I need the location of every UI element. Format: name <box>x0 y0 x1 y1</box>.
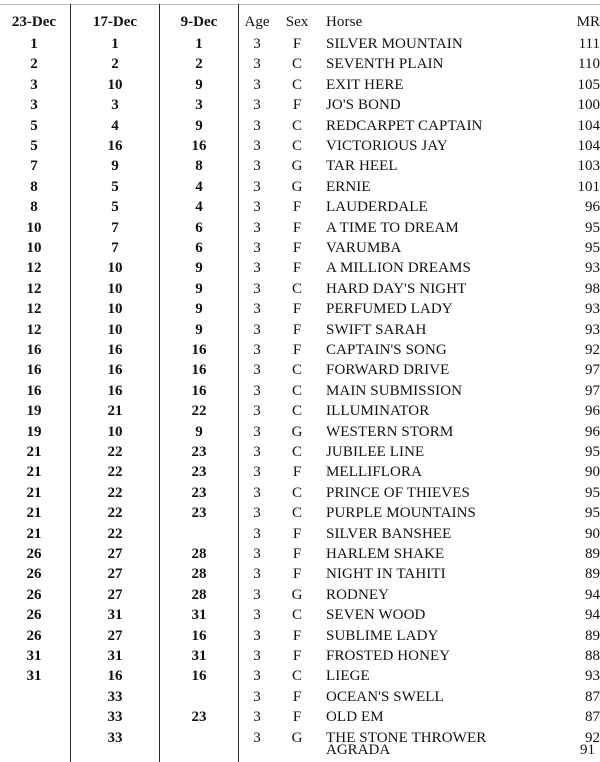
sex-cell: C <box>291 382 302 399</box>
rank-23-dec: 12 <box>26 301 42 318</box>
horse-name: PURPLE MOUNTAINS <box>326 505 476 522</box>
age-cell: 3 <box>253 240 261 256</box>
rank-23-dec: 5 <box>30 138 38 154</box>
age-cell: 3 <box>253 586 261 603</box>
rank-23-dec <box>0 687 68 707</box>
rank-23-dec: 2 <box>30 56 38 73</box>
rank-17-dec: 22 <box>107 505 123 522</box>
rank-23-dec: 10 <box>26 240 42 256</box>
table-row <box>0 258 600 278</box>
mr-cell: 89 <box>585 627 600 644</box>
rank-23-dec: 26 <box>26 546 42 562</box>
rank-9-dec: 16 <box>191 668 207 685</box>
age-cell: 3 <box>253 342 261 358</box>
rank-23-dec: 26 <box>26 627 42 644</box>
age-cell: 3 <box>253 464 261 481</box>
mr-cell: 87 <box>585 709 600 726</box>
mr-cell: 96 <box>585 423 600 440</box>
sex-cell: F <box>292 342 302 358</box>
mr-cell: 95 <box>585 219 600 236</box>
table-row <box>0 320 600 340</box>
rank-17-dec: 16 <box>107 362 123 379</box>
mr-cell: 93 <box>585 668 600 685</box>
table-row <box>0 564 600 584</box>
rank-17-dec: 10 <box>107 76 123 93</box>
rank-9-dec: 9 <box>195 117 203 134</box>
rank-9-dec: 23 <box>191 444 207 460</box>
horse-name: ERNIE <box>326 178 371 195</box>
age-cell: 3 <box>253 546 261 562</box>
age-cell: 3 <box>253 505 261 522</box>
rank-9-dec: 4 <box>195 178 203 195</box>
table-row <box>0 605 600 625</box>
sex-cell: G <box>291 158 303 175</box>
age-cell: 3 <box>253 219 261 236</box>
mr-cell: 93 <box>585 321 600 338</box>
age-cell: 3 <box>253 199 261 216</box>
age-cell: 3 <box>253 444 261 460</box>
rank-23-dec: 19 <box>26 423 42 440</box>
sex-cell: F <box>292 627 302 644</box>
sex-cell: F <box>292 709 302 726</box>
rank-23-dec: 26 <box>26 607 42 624</box>
mr-cell: 96 <box>585 199 600 216</box>
mr-cell: 93 <box>585 301 600 318</box>
table-row <box>0 238 600 258</box>
horse-name: SILVER MOUNTAIN <box>326 36 463 52</box>
horse-name: EXIT HERE <box>326 76 404 93</box>
mr-cell: 92 <box>585 729 600 746</box>
age-cell: 3 <box>253 280 261 297</box>
rank-23-dec: 3 <box>30 76 38 93</box>
table-row <box>0 524 600 544</box>
sex-cell: C <box>291 76 302 93</box>
header-mr: MR <box>576 14 600 30</box>
rank-9-dec: 28 <box>191 546 207 562</box>
rank-17-dec: 22 <box>107 484 123 501</box>
table-row <box>0 707 600 727</box>
horse-name: LAUDERDALE <box>326 199 428 216</box>
table-row <box>0 401 600 421</box>
horse-name: SUBLIME LADY <box>326 627 439 644</box>
rank-23-dec: 31 <box>26 668 42 685</box>
mr-cell: 92 <box>585 342 600 358</box>
table-row <box>0 177 600 197</box>
rank-17-dec: 10 <box>107 260 123 277</box>
rank-23-dec: 12 <box>26 260 42 277</box>
table-row <box>0 585 600 605</box>
horse-name: HARD DAY'S NIGHT <box>326 280 467 297</box>
rank-17-dec: 22 <box>107 525 123 542</box>
mr-cell: 104 <box>577 138 600 154</box>
sex-cell: G <box>291 729 303 746</box>
age-cell: 3 <box>253 648 261 664</box>
horse-name: A TIME TO DREAM <box>326 219 459 236</box>
mr-cell: 103 <box>577 158 600 175</box>
horse-name: PERFUMED LADY <box>326 301 453 318</box>
horse-name: REDCARPET CAPTAIN <box>326 117 483 134</box>
sex-cell: F <box>292 648 302 664</box>
table-row <box>0 360 600 380</box>
horse-name: FROSTED HONEY <box>326 648 451 664</box>
rank-23-dec <box>0 707 68 727</box>
header-horse: Horse <box>326 14 363 30</box>
sex-cell: C <box>291 117 302 134</box>
rank-9-dec: 9 <box>195 301 203 318</box>
mr-cell: 90 <box>585 464 600 481</box>
rank-23-dec: 8 <box>30 199 38 216</box>
mr-cell: 89 <box>585 566 600 583</box>
rank-9-dec: 23 <box>191 709 207 726</box>
table-row <box>0 646 600 666</box>
horse-name: JUBILEE LINE <box>326 444 425 460</box>
age-cell: 3 <box>253 668 261 685</box>
mr-cell: 95 <box>585 484 600 501</box>
header-23-dec: 23-Dec <box>11 14 57 30</box>
horse-name: SEVENTH PLAIN <box>326 56 444 73</box>
horse-name: PRINCE OF THIEVES <box>326 484 470 501</box>
rank-9-dec: 4 <box>195 199 203 216</box>
mr-cell: 90 <box>585 525 600 542</box>
rank-9-dec: 22 <box>191 403 207 420</box>
mr-cell: 93 <box>585 260 600 277</box>
sex-cell: F <box>292 219 302 236</box>
sex-cell: F <box>292 199 302 216</box>
rank-23-dec: 21 <box>26 525 42 542</box>
rank-9-dec: 9 <box>195 321 203 338</box>
sex-cell: F <box>292 36 302 52</box>
sex-cell: F <box>292 321 302 338</box>
table-row <box>0 544 600 564</box>
rank-23-dec <box>0 728 68 748</box>
mr-cell: 101 <box>577 178 600 195</box>
horse-name: SEVEN WOOD <box>326 607 426 624</box>
rank-9-dec: 2 <box>195 56 203 73</box>
age-cell: 3 <box>253 566 261 583</box>
table-row <box>0 340 600 360</box>
sex-cell: F <box>292 566 302 583</box>
rank-23-dec: 7 <box>30 158 38 175</box>
horse-name: OCEAN'S SWELL <box>326 688 444 705</box>
mr-cell: 105 <box>577 76 600 93</box>
age-cell: 3 <box>253 178 261 195</box>
rank-17-dec: 9 <box>111 158 119 175</box>
table-row <box>0 666 600 686</box>
rank-9-dec: 28 <box>191 586 207 603</box>
rank-9-dec: 1 <box>195 36 203 52</box>
rank-23-dec: 3 <box>30 97 38 114</box>
header-sex: Sex <box>285 14 309 30</box>
mr-cell: 98 <box>585 280 600 297</box>
table-row <box>0 95 600 115</box>
age-cell: 3 <box>253 97 261 114</box>
age-cell: 3 <box>253 158 261 175</box>
header-17-dec: 17-Dec <box>92 14 138 30</box>
rank-23-dec: 21 <box>26 444 42 460</box>
mr-cell: 89 <box>585 546 600 562</box>
rank-23-dec: 1 <box>30 36 38 52</box>
rank-17-dec: 22 <box>107 464 123 481</box>
sex-cell: F <box>292 525 302 542</box>
partial-row-horse: AGRADA <box>326 742 391 758</box>
sex-cell: G <box>291 586 303 603</box>
rank-9-dec <box>163 687 235 707</box>
rank-9-dec: 6 <box>195 219 203 236</box>
sex-cell: F <box>292 240 302 256</box>
table-row <box>0 116 600 136</box>
sex-cell: F <box>292 97 302 114</box>
mr-cell: 110 <box>578 56 600 73</box>
mr-cell: 95 <box>585 240 600 256</box>
rank-9-dec <box>163 728 235 748</box>
table-row <box>0 75 600 95</box>
rank-9-dec: 31 <box>191 648 207 664</box>
age-cell: 3 <box>253 138 261 154</box>
table-row <box>0 483 600 503</box>
top-border <box>0 4 600 5</box>
rank-9-dec: 16 <box>191 362 207 379</box>
rank-9-dec: 23 <box>191 484 207 501</box>
table-row <box>0 54 600 74</box>
sex-cell: C <box>291 280 302 297</box>
rank-23-dec: 21 <box>26 505 42 522</box>
sex-cell: C <box>291 505 302 522</box>
header-age: Age <box>244 14 270 30</box>
age-cell: 3 <box>253 423 261 440</box>
age-cell: 3 <box>253 321 261 338</box>
rank-23-dec: 16 <box>26 382 42 399</box>
rank-17-dec: 10 <box>107 423 123 440</box>
table-row <box>0 728 600 748</box>
rank-23-dec: 5 <box>30 117 38 134</box>
age-cell: 3 <box>253 403 261 420</box>
rank-23-dec: 16 <box>26 362 42 379</box>
rank-17-dec: 2 <box>111 56 119 73</box>
mr-cell: 97 <box>585 362 600 379</box>
age-cell: 3 <box>253 709 261 726</box>
horse-name: CAPTAIN'S SONG <box>326 342 447 358</box>
sex-cell: C <box>291 607 302 624</box>
horse-name: SILVER BANSHEE <box>326 525 452 542</box>
rank-9-dec: 8 <box>195 158 203 175</box>
horse-name: THE STONE THROWER <box>326 729 487 746</box>
table-row <box>0 156 600 176</box>
rank-17-dec: 21 <box>107 403 123 420</box>
rank-17-dec: 5 <box>111 199 119 216</box>
sex-cell: C <box>291 362 302 379</box>
rank-17-dec: 7 <box>111 240 119 256</box>
rank-17-dec: 27 <box>107 546 123 562</box>
mr-cell: 111 <box>578 36 600 52</box>
mr-cell: 94 <box>585 607 600 624</box>
sex-cell: G <box>291 178 303 195</box>
rank-9-dec: 9 <box>195 423 203 440</box>
horse-name: A MILLION DREAMS <box>326 260 471 277</box>
rank-17-dec: 31 <box>107 648 123 664</box>
rank-17-dec: 10 <box>107 280 123 297</box>
rank-17-dec: 27 <box>107 566 123 583</box>
table-row <box>0 279 600 299</box>
table-row <box>0 218 600 238</box>
rank-17-dec: 33 <box>107 709 123 726</box>
sex-cell: F <box>292 546 302 562</box>
rank-17-dec: 16 <box>107 668 123 685</box>
sex-cell: C <box>291 56 302 73</box>
rank-9-dec: 6 <box>195 240 203 256</box>
rank-17-dec: 4 <box>111 117 119 134</box>
header-9-dec: 9-Dec <box>180 14 218 30</box>
mr-cell: 88 <box>585 648 600 664</box>
rank-9-dec: 3 <box>195 97 203 114</box>
rank-9-dec: 23 <box>191 464 207 481</box>
sex-cell: C <box>291 484 302 501</box>
age-cell: 3 <box>253 56 261 73</box>
rank-17-dec: 33 <box>107 688 123 705</box>
horse-name: FORWARD DRIVE <box>326 362 450 379</box>
age-cell: 3 <box>253 607 261 624</box>
rank-23-dec: 21 <box>26 484 42 501</box>
table-row <box>0 136 600 156</box>
horse-name: VICTORIOUS JAY <box>326 138 448 154</box>
horse-name: HARLEM SHAKE <box>326 546 445 562</box>
table-row <box>0 687 600 707</box>
age-cell: 3 <box>253 260 261 277</box>
mr-cell: 97 <box>585 382 600 399</box>
rank-9-dec: 9 <box>195 260 203 277</box>
rank-23-dec: 26 <box>26 566 42 583</box>
rank-17-dec: 16 <box>107 138 123 154</box>
rank-23-dec: 19 <box>26 403 42 420</box>
rank-9-dec <box>163 524 235 544</box>
age-cell: 3 <box>253 117 261 134</box>
age-cell: 3 <box>253 729 261 746</box>
rank-23-dec: 16 <box>26 342 42 358</box>
table-row <box>0 422 600 442</box>
mr-cell: 95 <box>585 505 600 522</box>
mr-cell: 100 <box>577 97 600 114</box>
rank-17-dec: 22 <box>107 444 123 460</box>
rank-9-dec: 28 <box>191 566 207 583</box>
sex-cell: C <box>291 668 302 685</box>
rank-17-dec: 7 <box>111 219 119 236</box>
age-cell: 3 <box>253 301 261 318</box>
mr-cell: 87 <box>585 688 600 705</box>
rank-17-dec: 27 <box>107 627 123 644</box>
rank-23-dec: 21 <box>26 464 42 481</box>
horse-name: NIGHT IN TAHITI <box>326 566 446 583</box>
horse-name: LIEGE <box>326 668 370 685</box>
table-row <box>0 442 600 462</box>
horse-name: JO'S BOND <box>326 97 401 114</box>
rank-17-dec: 10 <box>107 301 123 318</box>
table-row <box>0 626 600 646</box>
rank-17-dec: 1 <box>111 36 119 52</box>
rank-17-dec: 33 <box>107 729 123 746</box>
rank-17-dec: 16 <box>107 382 123 399</box>
rank-9-dec: 9 <box>195 76 203 93</box>
table-row <box>0 503 600 523</box>
horse-name: MAIN SUBMISSION <box>326 382 463 399</box>
rank-9-dec: 31 <box>191 607 207 624</box>
table-row <box>0 299 600 319</box>
rank-17-dec: 27 <box>107 586 123 603</box>
horse-name: TAR HEEL <box>326 158 398 175</box>
horse-name: SWIFT SARAH <box>326 321 427 338</box>
sex-cell: F <box>292 464 302 481</box>
age-cell: 3 <box>253 362 261 379</box>
age-cell: 3 <box>253 688 261 705</box>
mr-cell: 104 <box>577 117 600 134</box>
rank-17-dec: 16 <box>107 342 123 358</box>
rank-23-dec: 12 <box>26 321 42 338</box>
horse-name: VARUMBA <box>326 240 402 256</box>
rank-9-dec: 23 <box>191 505 207 522</box>
age-cell: 3 <box>253 36 261 52</box>
sex-cell: C <box>291 138 302 154</box>
sex-cell: G <box>291 423 303 440</box>
rank-9-dec: 16 <box>191 342 207 358</box>
table-row <box>0 197 600 217</box>
horse-name: ILLUMINATOR <box>326 403 430 420</box>
rank-9-dec: 16 <box>191 627 207 644</box>
age-cell: 3 <box>253 525 261 542</box>
rank-17-dec: 5 <box>111 178 119 195</box>
sex-cell: F <box>292 688 302 705</box>
rank-17-dec: 3 <box>111 97 119 114</box>
horse-name: OLD EM <box>326 709 384 726</box>
horse-name: WESTERN STORM <box>326 423 454 440</box>
table-row <box>0 34 600 54</box>
rank-9-dec: 16 <box>191 138 207 154</box>
rank-17-dec: 10 <box>107 321 123 338</box>
rank-9-dec: 9 <box>195 280 203 297</box>
partial-row-mr: 91 <box>580 742 595 758</box>
header-row <box>0 12 600 32</box>
rank-23-dec: 12 <box>26 280 42 297</box>
table-row <box>0 381 600 401</box>
rank-23-dec: 10 <box>26 219 42 236</box>
rank-23-dec: 31 <box>26 648 42 664</box>
horse-name: MELLIFLORA <box>326 464 422 481</box>
sex-cell: C <box>291 444 302 460</box>
age-cell: 3 <box>253 382 261 399</box>
age-cell: 3 <box>253 484 261 501</box>
sex-cell: F <box>292 301 302 318</box>
sex-cell: C <box>291 403 302 420</box>
sex-cell: F <box>292 260 302 277</box>
rank-23-dec: 26 <box>26 586 42 603</box>
rank-9-dec: 16 <box>191 382 207 399</box>
rank-17-dec: 31 <box>107 607 123 624</box>
age-cell: 3 <box>253 627 261 644</box>
age-cell: 3 <box>253 76 261 93</box>
mr-cell: 94 <box>585 586 600 603</box>
rank-23-dec: 8 <box>30 178 38 195</box>
mr-cell: 96 <box>585 403 600 420</box>
horse-name: RODNEY <box>326 586 390 603</box>
mr-cell: 95 <box>585 444 600 460</box>
table-row <box>0 462 600 482</box>
